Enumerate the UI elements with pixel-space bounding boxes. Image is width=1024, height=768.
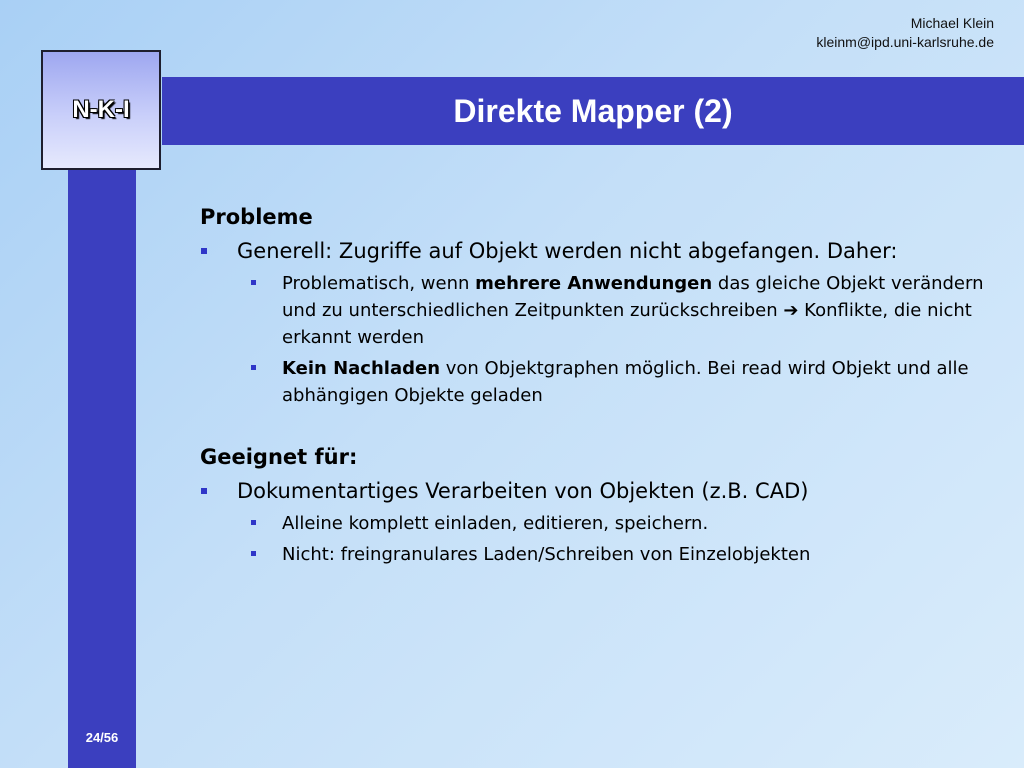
author-info (816, 14, 994, 52)
logo-box (41, 50, 161, 170)
sub-bullet-text-post: das gleiche Objekt verändern und zu unterschiedlichen Zeitpunkten zurückschreiben (282, 273, 984, 321)
slide-content (200, 203, 990, 568)
sub-bullet-text: Alleine komplett einladen, editieren, speichern. (282, 513, 709, 534)
sub-bullet-item (200, 355, 990, 409)
heading-geeignet: Geeignet für: (200, 445, 358, 469)
bullet-item (200, 477, 990, 506)
square-bullet-icon (251, 365, 256, 370)
page-number: 24/56 (85, 730, 119, 745)
bullet-text: Dokumentartiges Verarbeiten von Objekten (z.B. CAD) (237, 479, 809, 503)
square-bullet-icon (251, 551, 256, 556)
sub-bullet-item (200, 270, 990, 351)
author-email: kleinm@ipd.uni-karlsruhe.de (816, 34, 994, 50)
sub-bullet-item (200, 541, 990, 568)
sub-bullet-text-pre: Problematisch, wenn (282, 273, 476, 294)
sub-bullet-text-bold: mehrere Anwendungen (475, 273, 713, 294)
sub-bullet-item (200, 510, 990, 537)
slide-title: Direkte Mapper (2) (453, 92, 733, 129)
sub-bullet-text-tail: Konflikte, die nicht erkannt werden (282, 300, 972, 348)
sub-bullet-text-bold: Kein Nachladen (282, 358, 441, 379)
square-bullet-icon (251, 280, 256, 285)
square-bullet-icon (251, 520, 256, 525)
left-sidebar (68, 170, 136, 768)
logo-text: N-K-I (72, 96, 130, 123)
heading-probleme: Probleme (200, 205, 313, 229)
sub-bullet-text-post: von Objektgraphen möglich. Bei read wird Objekt und alle abhängigen Objekte geladen (282, 358, 969, 406)
arrow-right-icon: ➔ (783, 300, 799, 321)
bullet-item (200, 237, 990, 266)
sub-bullet-text: Nicht: freingranulares Laden/Schreiben von Einzelobjekten (282, 544, 811, 565)
square-bullet-icon (201, 488, 207, 494)
bullet-text: Generell: Zugriffe auf Objekt werden nicht abgefangen. Daher: (237, 239, 898, 263)
author-name: Michael Klein (910, 15, 994, 31)
square-bullet-icon (201, 248, 207, 254)
